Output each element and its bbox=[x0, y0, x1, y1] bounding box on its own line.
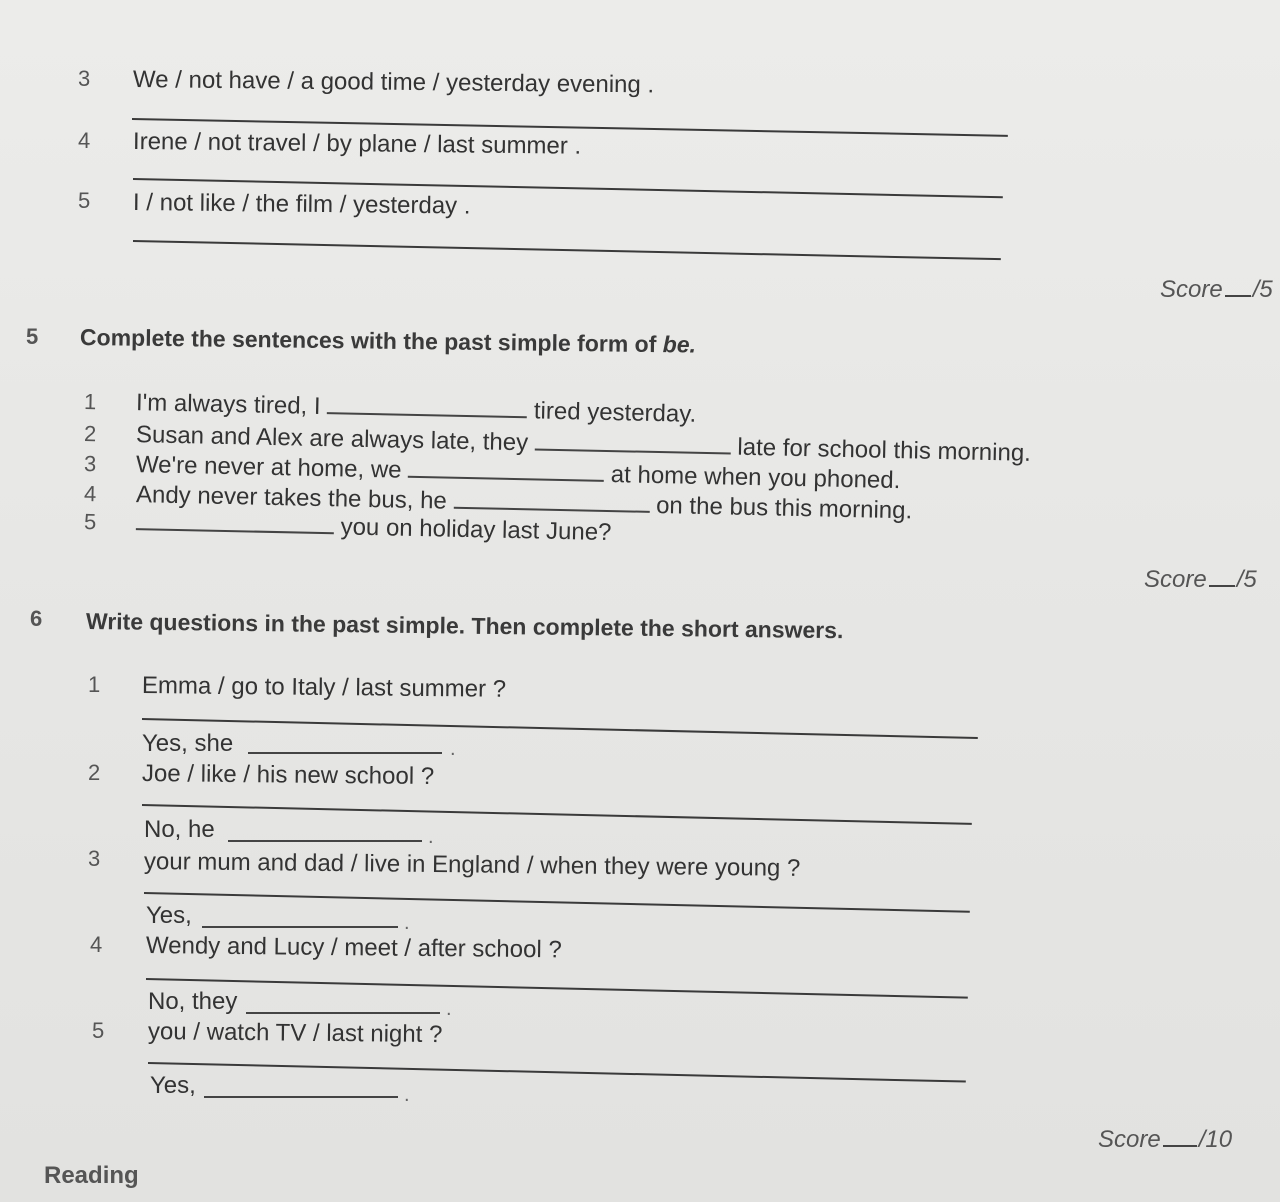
short-answer-start: No, he bbox=[144, 816, 215, 843]
full-stop: . bbox=[450, 738, 456, 760]
sentence-start: Andy never takes the bus, he bbox=[135, 481, 448, 515]
section-heading bbox=[80, 324, 696, 359]
score-exercise-4 bbox=[1160, 276, 1273, 304]
score-label: Score bbox=[1098, 1126, 1161, 1153]
item-number: 4 bbox=[78, 128, 91, 153]
answer-line[interactable] bbox=[133, 240, 1001, 260]
score-label: Score bbox=[1160, 276, 1223, 303]
question-line[interactable] bbox=[148, 1062, 966, 1083]
blank-field[interactable] bbox=[535, 448, 731, 454]
item-prompt: We / not have / a good time / yesterday evening . bbox=[132, 66, 655, 99]
item-number: 5 bbox=[92, 1018, 105, 1043]
score-section-5 bbox=[1144, 566, 1257, 594]
score-section-6 bbox=[1098, 1126, 1232, 1154]
item-number: 3 bbox=[88, 846, 101, 871]
question-line[interactable] bbox=[142, 804, 972, 825]
item-number: 5 bbox=[83, 509, 97, 535]
sentence-end: late for school this morning. bbox=[737, 433, 1032, 467]
short-answer-start: No, they bbox=[148, 988, 238, 1015]
score-blank[interactable] bbox=[1209, 585, 1235, 587]
section-heading: Write questions in the past simple. Then complete the short answers. bbox=[85, 608, 844, 644]
score-total: /10 bbox=[1198, 1126, 1233, 1153]
item-number: 4 bbox=[90, 932, 103, 957]
section-number: 6 bbox=[30, 606, 43, 631]
short-answer-start: Yes, bbox=[146, 902, 192, 929]
score-total: /5 bbox=[1236, 566, 1257, 593]
item-number: 1 bbox=[83, 389, 97, 415]
score-blank[interactable] bbox=[1163, 1145, 1197, 1147]
item-number: 4 bbox=[83, 481, 97, 507]
full-stop: . bbox=[428, 826, 434, 848]
question-line[interactable] bbox=[146, 978, 968, 999]
sentence-end: you on holiday last June? bbox=[340, 513, 612, 547]
sentence-end: tired yesterday. bbox=[533, 397, 697, 428]
sentence-start: We're never at home, we bbox=[135, 451, 402, 484]
short-answer-start: Yes, bbox=[150, 1072, 196, 1099]
section-number: 5 bbox=[26, 324, 39, 349]
blank-field[interactable] bbox=[408, 476, 604, 482]
item-number: 1 bbox=[88, 672, 101, 697]
short-answer-blank[interactable] bbox=[202, 926, 398, 928]
question-prompt: Emma / go to Italy / last summer ? bbox=[141, 672, 507, 703]
short-answer-start: Yes, she bbox=[142, 730, 234, 757]
item-prompt: Irene / not travel / by plane / last summer . bbox=[132, 128, 582, 160]
short-answer-blank[interactable] bbox=[228, 840, 422, 842]
blank-field[interactable] bbox=[453, 507, 649, 513]
item-number: 2 bbox=[88, 760, 101, 785]
reading-section-heading: Reading bbox=[44, 1162, 139, 1189]
question-prompt: Wendy and Lucy / meet / after school ? bbox=[145, 932, 562, 964]
item-number: 3 bbox=[83, 451, 97, 477]
short-answer-blank[interactable] bbox=[248, 752, 442, 754]
blank-field[interactable] bbox=[327, 412, 527, 418]
blank-field[interactable] bbox=[136, 528, 334, 534]
heading-text: Complete the sentences with the past simple form of bbox=[79, 324, 657, 358]
sentence-start: I'm always tired, I bbox=[135, 389, 321, 420]
question-prompt: your mum and dad / live in England / when they were young ? bbox=[143, 848, 801, 882]
item-prompt: I / not like / the film / yesterday . bbox=[132, 189, 471, 220]
item-number: 5 bbox=[78, 188, 91, 213]
item-number: 2 bbox=[83, 421, 97, 447]
short-answer-blank[interactable] bbox=[204, 1096, 398, 1098]
score-label: Score bbox=[1144, 566, 1207, 593]
heading-emphasis: be. bbox=[662, 331, 697, 358]
sentence-end: on the bus this morning. bbox=[655, 491, 913, 525]
question-prompt: you / watch TV / last night ? bbox=[147, 1018, 443, 1049]
score-blank[interactable] bbox=[1225, 295, 1251, 297]
sentence-end: at home when you phoned. bbox=[610, 461, 901, 495]
score-total: /5 bbox=[1252, 276, 1273, 303]
question-prompt: Joe / like / his new school ? bbox=[141, 760, 435, 791]
full-stop: . bbox=[404, 1084, 410, 1106]
short-answer-blank[interactable] bbox=[246, 1012, 440, 1014]
question-line[interactable] bbox=[144, 892, 970, 913]
item-number: 3 bbox=[78, 66, 91, 91]
full-stop: . bbox=[404, 912, 410, 934]
sentence-start: Susan and Alex are always late, they bbox=[135, 421, 529, 457]
question-line[interactable] bbox=[142, 718, 978, 739]
full-stop: . bbox=[446, 998, 452, 1020]
